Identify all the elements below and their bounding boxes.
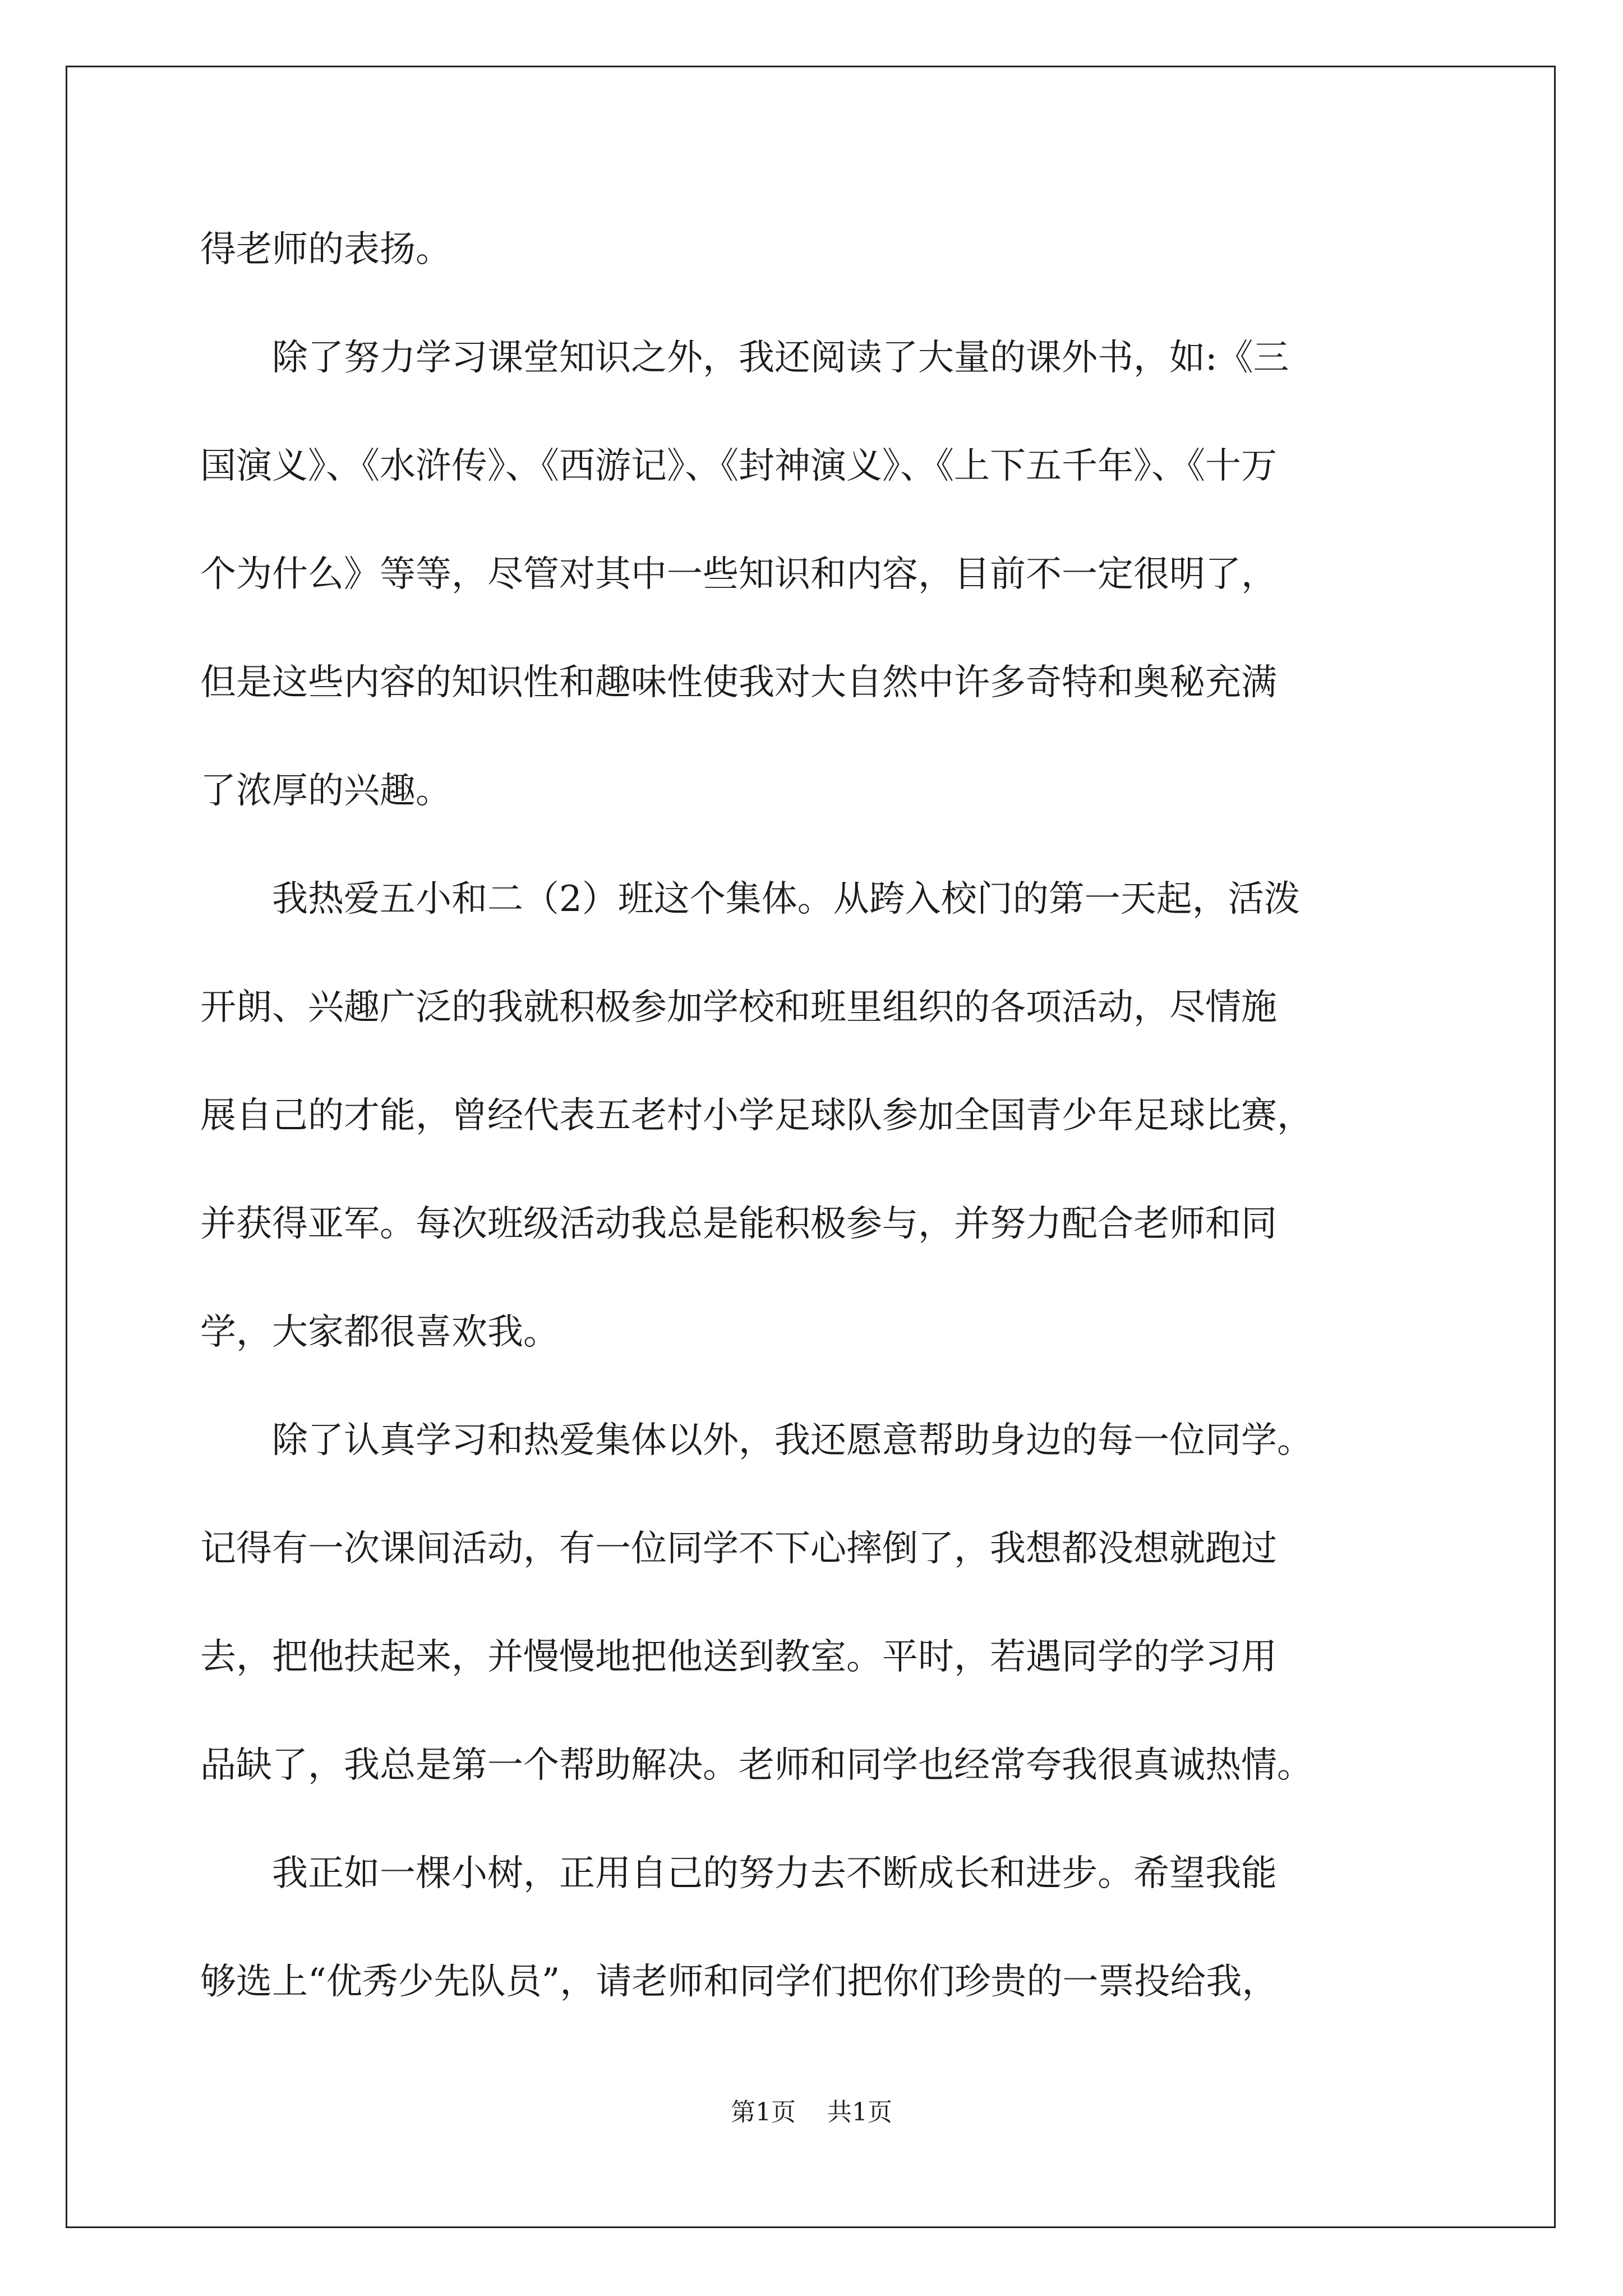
text-line: 我正如一棵小树，正用自己的努力去不断成长和进步。希望我能 [200, 1853, 1277, 1894]
text-line: 展自己的才能，曾经代表五老村小学足球队参加全国青少年足球比赛， [200, 1095, 1313, 1137]
text-line: 个为什么》等等，尽管对其中一些知识和内容，目前不一定很明了， [200, 554, 1277, 595]
text-line: 学，大家都很喜欢我。 [200, 1312, 559, 1353]
text-line: 去，把他扶起来，并慢慢地把他送到教室。平时，若遇同学的学习用 [200, 1636, 1277, 1678]
text-line: 我热爱五小和二（2）班这个集体。从跨入校门的第一天起，活泼 [200, 878, 1300, 920]
page-frame [66, 66, 1556, 2228]
page-total: 共1页 [827, 2098, 892, 2127]
text-line: 够选上“优秀少先队员”，请老师和同学们把你们珍贵的一票投给我， [200, 1961, 1278, 2003]
text-line: 得老师的表扬。 [200, 229, 451, 270]
text-line: 但是这些内容的知识性和趣味性使我对大自然中许多奇特和奥秘充满 [200, 662, 1277, 703]
text-line: 品缺了，我总是第一个帮助解决。老师和同学也经常夸我很真诚热情。 [200, 1745, 1313, 1786]
page-number: 第1页 [731, 2098, 796, 2127]
text-line: 开朗、兴趣广泛的我就积极参加学校和班里组织的各项活动，尽情施 [200, 987, 1277, 1028]
text-line: 国演义》、《水浒传》、《西游记》、《封神演义》、《上下五千年》、《十万 [200, 445, 1277, 487]
text-line: 记得有一次课间活动，有一位同学不下心摔倒了，我想都没想就跑过 [200, 1528, 1277, 1570]
page-footer [0, 2097, 1623, 2128]
text-line: 除了努力学习课堂知识之外，我还阅读了大量的课外书，如:《三 [200, 337, 1289, 379]
text-line: 了浓厚的兴趣。 [200, 770, 451, 812]
text-line: 除了认真学习和热爱集体以外，我还愿意帮助身边的每一位同学。 [200, 1420, 1313, 1461]
text-line: 并获得亚军。每次班级活动我总是能积极参与，并努力配合老师和同 [200, 1203, 1277, 1245]
